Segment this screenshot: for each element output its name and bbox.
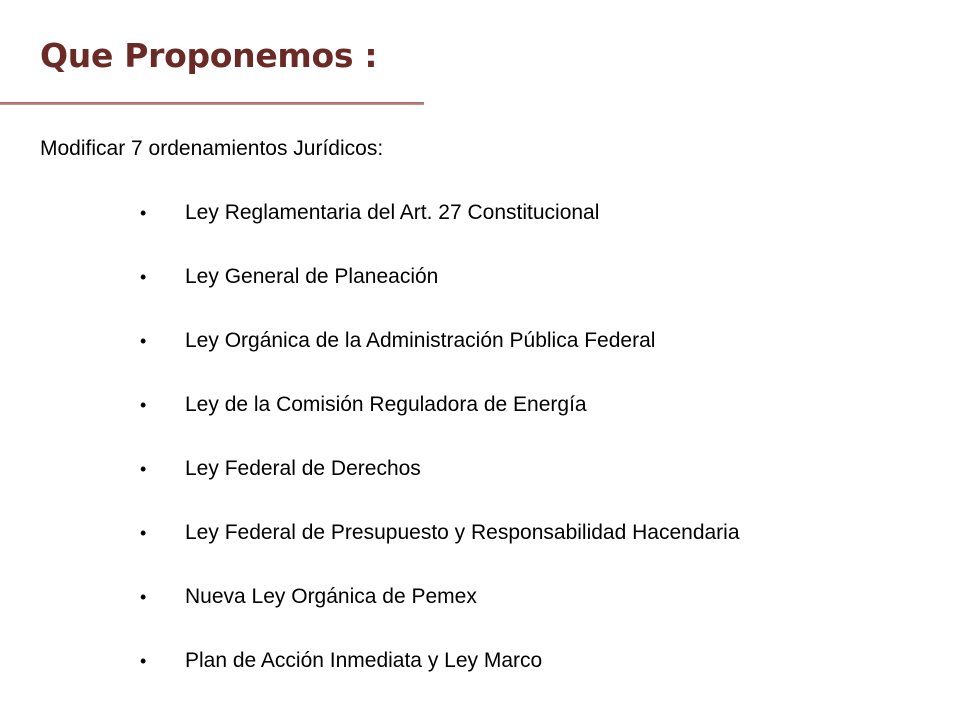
intro-text: Modificar 7 ordenamientos Jurídicos: [40, 137, 384, 160]
list-item-text: Plan de Acción Inmediata y Ley Marco [185, 649, 543, 672]
bullet-icon: • [140, 203, 147, 223]
list-item [140, 646, 542, 676]
bullet-icon: • [140, 267, 147, 287]
list-item [140, 390, 587, 420]
list-item-text: Ley General de Planeación [185, 265, 439, 288]
list-item-text: Ley Reglamentaria del Art. 27 Constitucional [185, 201, 600, 224]
slide-title: Que Proponemos : [40, 36, 378, 75]
list-item-text: Ley Orgánica de la Administración Pública Federal [185, 329, 656, 352]
list-item [140, 518, 740, 548]
bullet-icon: • [140, 395, 147, 415]
list-item [140, 198, 599, 228]
bullet-icon: • [140, 331, 147, 351]
list-item [140, 262, 438, 292]
list-item-text: Ley de la Comisión Reguladora de Energía [185, 393, 587, 416]
list-item [140, 326, 655, 356]
list-item-text: Ley Federal de Derechos [185, 457, 421, 480]
list-item [140, 582, 477, 612]
bullet-icon: • [140, 651, 147, 671]
bullet-icon: • [140, 587, 147, 607]
list-item-text: Nueva Ley Orgánica de Pemex [185, 585, 477, 608]
title-underline [0, 102, 424, 105]
list-item-text: Ley Federal de Presupuesto y Responsabilidad Hacendaria [185, 521, 740, 544]
list-item [140, 454, 421, 484]
bullet-icon: • [140, 523, 147, 543]
bullet-icon: • [140, 459, 147, 479]
